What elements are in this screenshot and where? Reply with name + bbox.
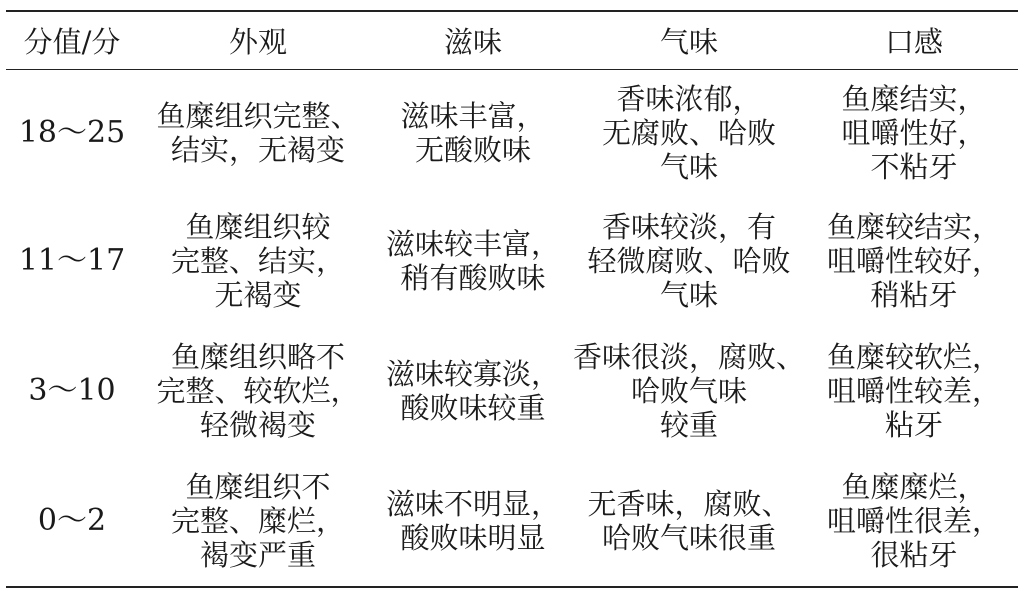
header-row (6, 11, 1018, 70)
table-row (6, 326, 1018, 456)
header-score: 分值/分 (23, 25, 121, 59)
cell-line: 滋味丰富， (400, 99, 546, 133)
score-cell: 3～10 (28, 373, 116, 408)
appearance-cell (138, 456, 378, 587)
cell-line: 香味浓郁， (616, 82, 762, 116)
cell-line: 完整、较软烂， (156, 374, 360, 408)
cell-line: 完整、结实， (170, 244, 345, 278)
cell-line: 完整、糜烂， (170, 504, 345, 538)
cell-line: 香味很淡，腐败、 (572, 340, 805, 374)
texture-cell (810, 70, 1018, 197)
table-header (6, 11, 1018, 70)
appearance-cell (138, 70, 378, 197)
table-row (6, 70, 1018, 197)
cell-line: 哈败气味很重 (601, 521, 776, 555)
cell-line: 香味较淡，有 (601, 210, 776, 244)
texture-cell (810, 456, 1018, 587)
smell-cell (568, 326, 810, 456)
cell-line: 鱼糜组织完整、 (156, 99, 360, 133)
cell-line: 结实，无褐变 (170, 133, 345, 167)
appearance-cell (138, 326, 378, 456)
cell-line: 咀嚼性较好， (826, 244, 1001, 278)
cell-line: 无香味，腐败、 (587, 487, 791, 521)
cell-line: 鱼糜较软烂， (826, 340, 1001, 374)
texture-cell (810, 326, 1018, 456)
cell-line: 鱼糜糜烂， (841, 470, 987, 504)
table-row (6, 196, 1018, 326)
cell-line: 无酸败味 (414, 133, 531, 167)
smell-cell (568, 196, 810, 326)
table-row (6, 456, 1018, 587)
smell-cell (568, 456, 810, 587)
cell-line: 无褐变 (214, 278, 302, 312)
cell-line: 无腐败、哈败 (601, 116, 776, 150)
cell-line: 鱼糜组织较 (185, 210, 331, 244)
cell-line: 鱼糜结实， (841, 82, 987, 116)
header-appearance: 外观 (228, 25, 287, 59)
cell-line: 哈败气味 (630, 374, 747, 408)
cell-line: 轻微褐变 (199, 408, 316, 442)
cell-line: 咀嚼性好， (841, 116, 987, 150)
cell-line: 酸败味明显 (400, 521, 546, 555)
taste-cell (378, 70, 568, 197)
cell-line: 粘牙 (884, 408, 943, 442)
cell-line: 鱼糜组织略不 (170, 340, 345, 374)
cell-line: 咀嚼性很差， (826, 504, 1001, 538)
table-body (6, 70, 1018, 588)
cell-line: 较重 (659, 408, 718, 442)
cell-line: 不粘牙 (870, 150, 958, 184)
score-cell: 0～2 (37, 503, 107, 538)
cell-line: 气味 (659, 150, 718, 184)
header-taste: 滋味 (443, 25, 502, 59)
cell-line: 滋味较丰富， (385, 227, 560, 261)
score-cell: 11～17 (18, 243, 126, 278)
taste-cell (378, 326, 568, 456)
cell-line: 咀嚼性较差， (826, 374, 1001, 408)
taste-cell (378, 456, 568, 587)
cell-line: 滋味不明显， (385, 487, 560, 521)
score-cell: 18～25 (18, 115, 126, 150)
cell-line: 轻微腐败、哈败 (587, 244, 791, 278)
cell-line: 褐变严重 (199, 538, 316, 572)
cell-line: 鱼糜组织不 (185, 470, 331, 504)
texture-cell (810, 196, 1018, 326)
cell-line: 滋味较寡淡， (385, 357, 560, 391)
smell-cell (568, 70, 810, 197)
cell-line: 酸败味较重 (400, 391, 546, 425)
appearance-cell (138, 196, 378, 326)
header-smell: 气味 (659, 25, 718, 59)
taste-cell (378, 196, 568, 326)
sensory-evaluation-table (6, 10, 1018, 588)
header-texture: 口感 (884, 25, 943, 59)
cell-line: 鱼糜较结实， (826, 210, 1001, 244)
cell-line: 稍有酸败味 (400, 261, 546, 295)
cell-line: 稍粘牙 (870, 278, 958, 312)
cell-line: 很粘牙 (870, 538, 958, 572)
sensory-evaluation-table-container (6, 10, 1018, 588)
cell-line: 气味 (659, 278, 718, 312)
